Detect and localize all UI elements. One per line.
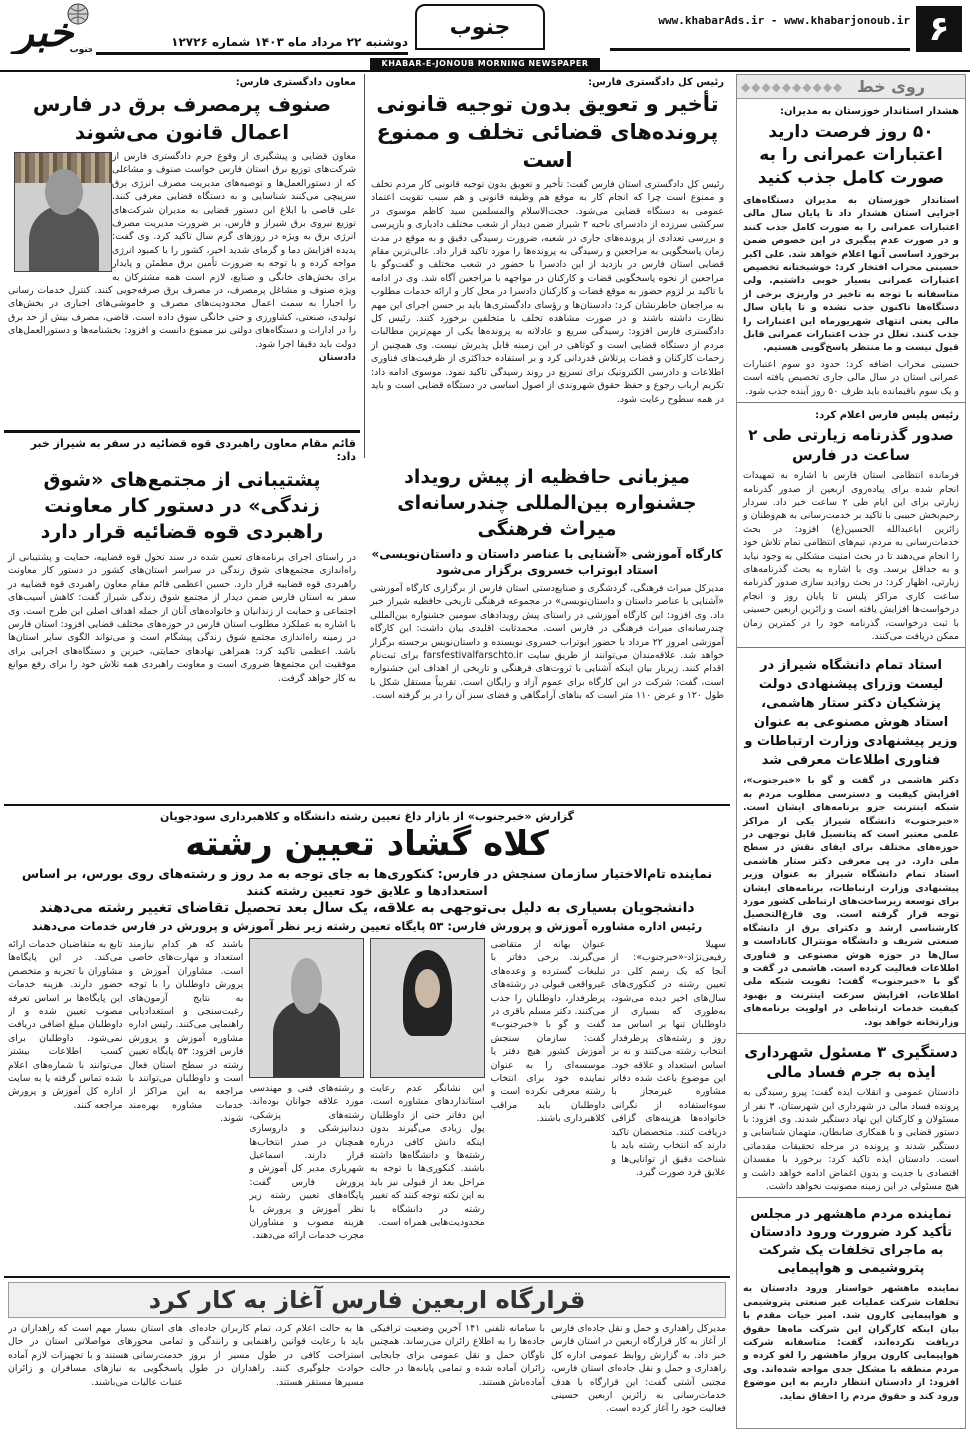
story-kicker: گزارش «خبرجنوب» از بازار داغ تعیین رشته دانشگاه و کلاهبرداری سودجویان bbox=[160, 810, 574, 823]
main-content bbox=[4, 74, 730, 1429]
story-kicker: معاون دادگستری فارس: bbox=[235, 77, 356, 88]
story-columns bbox=[8, 1322, 726, 1426]
woman-portrait bbox=[370, 938, 485, 1078]
story-title: تأخیر و تعویق بدون توجیه قانونی پرونده‌های قضائی تخلف و ممنوع است bbox=[376, 92, 719, 172]
story-title: کلاه گشاد تعیین رشته bbox=[185, 824, 549, 864]
story-electricity bbox=[4, 74, 360, 426]
head-image bbox=[291, 958, 323, 1013]
story-body: سهیلا رفیعی‌نژاد-«خبرجنوب»: از آنجا که یک رسم کلی در تعیین رشته در کنکوری‌های سال‌های اخیر دیده می‌شود، به‌طوری که بسیاری از داوطلبان تنها بر اساس مد روز و رشته‌های پرطرفدار انتخاب رشته می‌کنند و نه بر اساس استعداد و علاقه خود. این موضوع باعث شده دفاتر مشاوره غیرمجاز با سوءاستفاده از نگرانی خانواده‌ها هزینه‌های گزافی دریافت کنند. متخصصان تاکید دارند که انتخاب رشته باید با شناخت دقیق از توانایی‌ها و علایق فرد صورت گیرد. bbox=[611, 939, 726, 1178]
story-subtitle: رئیس اداره مشاوره آموزش و پرورش فارس: ۵۳ پایگاه تعیین رشته زیر نظر آموزش و پرورش در فارس خدمات می‌دهند bbox=[31, 919, 703, 933]
story-kicker: رئیس کل دادگستری فارس: bbox=[588, 77, 724, 88]
site-urls[interactable]: www.khabarAds.ir - www.khabarjonoub.ir bbox=[658, 14, 910, 27]
story-column bbox=[491, 938, 606, 1256]
sidebar-story-3 bbox=[737, 648, 965, 1034]
story-subtitle: دانشجویان بسیاری به دلیل بی‌توجهی به علاقه، یک سال بعد تحصیل تقاضای تغییر رشته می‌دهند bbox=[39, 900, 695, 916]
story-title: دستگیری ۳ مسئول شهرداری ایذه به جرم فساد مالی bbox=[744, 1043, 958, 1082]
sidebar-column bbox=[736, 74, 966, 1429]
person-head-image bbox=[45, 169, 83, 215]
story-subtitle: نماینده تام‌الاختیار سازمان سنجش در فارس: کنکوری‌ها به جای توجه به مد روز و رشته‌های روی بورس، بر اساس استعدادها و علایق خود تعیین رشته کنند bbox=[21, 866, 713, 898]
story-body: حسینی محراب اضافه کرد: حدود دو سوم اعتبارات عمرانی استان در سال مالی جاری تخصیص یافته است و یک سوم باقیمانده باید ظرف ۵۰ روز آینده جذب شود. bbox=[743, 358, 959, 397]
story-body: رئیس کل دادگستری استان فارس گفت: تأخیر و تعویق بدون توجیه قانونی کار مردم تخلف و ممنوع است چرا که انجام کار به موقع هم وظیفه قانونی و هم سبب تقویت اعتماد عمومی به دستگاه قضایی می‌شود. حجت‌الاسلام والمسلمین سید کاظم موسوی در سرکشی سرزده از دادسرای ناحیه ۲ شیراز ضمن دیدار از شعب مختلف دادیاری و بازپرسی و بررسی تعدادی از پرونده‌های جاری در شعبه، ضرورت رسیدگی دقیق و به موقع در مدت زمان پاسخگویی به مراجعین و رسیدگی به پرونده‌ها را مورد تاکید قرار داد. عالی‌ترین مقام قضایی استان فارس در بازدید از این دادسرا با حضور در شعب مختلف و گفت‌وگو با مراجعین از نحوه پاسخگویی قضات و کارکنان در مواجهه با مراجعین آگاه شد. وی در ادامه با تاکید بر لزوم حضور به موقع قضات و کارکنان دادسرا در محل کار و ارائه خدمات مطلوب به مراجعان خاطرنشان کرد: دادستان‌ها و رؤسای دادگستری‌ها باید بر حسن اجرای این مهم نظارت داشته باشند و در صورت مشاهده تخلف با متخلفین برخورد کنند. رئیس کل دادگستری فارس افزود: رسیدگی سریع و عادلانه به پرونده‌ها یکی از مهم‌ترین مطالبات مردم از دستگاه قضایی است و کوتاهی در این زمینه قابل پذیرش نیست. وی همچنین از زحمات کارکنان و قضات پرتلاش قدردانی کرد و بر استفاده حداکثری از ظرفیت‌های فناوری اطلاعات و دادرسی الکترونیک برای تسریع در روند رسیدگی تاکید نمود. موسوی ادامه داد: تکریم ارباب رجوع و حفظ حقوق شهروندی از اصول اساسی در دستگاه قضایی است و باید در همه سطوح رعایت شود. bbox=[371, 179, 724, 405]
logo-globe-icon bbox=[4, 2, 92, 54]
story-body: ها به حالت اعلام کرد، تمام کاربران جاده‌ای باید با رعایت قوانین راهنمایی و رانندگی و استراحت کافی در طول مسیر از بروز حوادث جلوگیری کنند. راهداران در طول مسیرها مستقر هستند. bbox=[189, 1323, 364, 1388]
story-title: ۵۰ روز فرصت دارید اعتبارات عمرانی را به صورت کامل جذب کنید bbox=[757, 122, 945, 188]
story-column bbox=[249, 938, 364, 1256]
sidebar-story-2 bbox=[737, 403, 965, 648]
photo-caption: دادستان bbox=[318, 352, 356, 364]
story-body: مدیرکل راهداری و حمل و نقل جاده‌ای فارس از آغاز به کار قرارگاه اربعین در استان فارس خبر داد. به گزارش روابط عمومی اداره کل راهداری و حمل و نقل جاده‌ای استان فارس، مجتبی آشتی گفت: این قرارگاه با هدف خدمات‌رسانی به زائرین اربعین حسینی فعالیت خود را آغاز کرده است. bbox=[551, 1323, 726, 1415]
masthead bbox=[0, 0, 970, 72]
story-arbaeen bbox=[4, 1276, 730, 1429]
story-title: نماینده مردم ماهشهر در مجلس تأکید کرد ضرورت ورود دادستان به ماجرای تخلفات یک شرکت پتروشیمی و هواپیمایی bbox=[749, 1207, 953, 1277]
sidebar-story-1 bbox=[737, 99, 965, 403]
issue-date: دوشنبه ۲۲ مرداد ماه ۱۴۰۳ شماره ۱۲۷۲۶ bbox=[171, 35, 408, 49]
story-hafezieh-festival bbox=[364, 462, 730, 800]
sidebar-story-5 bbox=[737, 1198, 965, 1407]
page-number: ۶ bbox=[916, 6, 962, 52]
story-body: و رشته‌های فنی و مهندسی مورد علاقه جوانان بوده‌اند. رشته‌های پزشکی، دندانپزشکی و داروسازی همچنان در صدر انتخاب‌ها قرار دارند. اسماعیل شهریاری مدیر کل آموزش و پرورش فارس گفت: پایگاه‌های تعیین رشته زیر نظر آموزش و پرورش با هزینه مصوب و مشاوران مجرب خدمات ارائه می‌دهند. bbox=[249, 1083, 364, 1242]
decorative-diamonds-icon: ◆◆◆◆◆◆◆◆◆◆ bbox=[741, 80, 844, 94]
story-body: این نشانگر عدم رعایت استانداردهای مشاوره است. این دفاتر حتی از داوطلبان پول زیادی می‌گیرند بدون اینکه دانش کافی درباره رشته‌ها و دانشگاه‌ها داشته باشند. کنکوری‌ها با توجه به مراحل بعد از قبولی نیز باید به این نکته توجه کنند که تغییر رشته در دانشگاه با محدودیت‌هایی همراه است. bbox=[369, 1083, 485, 1229]
story-body: در راستای اجرای برنامه‌های تعیین شده در سند تحول قوه قضاییه، حمایت و پشتیبانی از راه‌اندازی مجتمع‌های شوق زندگی در سراسر استان‌های کشور در دستور کار معاونت راهبردی قوه قضاییه قرار دارد. حسین اعظمی قائم مقام معاون راهبردی قوه قضاییه در سفر به استان فارس ضمن دیدار از مجتمع شوق زندگی شیراز گفت: کاهش آسیب‌های اجتماعی و حمایت از زندانیان و خانواده‌های آنان از جمله اهداف اصلی این طرح است. وی با اشاره به عملکرد مطلوب استان فارس در حوزه‌های مختلف قضایی افزود: استان فارس در زمینه راه‌اندازی مجتمع شوق زندگی پیشگام است و می‌تواند الگوی سایر استان‌ها باشد. اعظمی تاکید کرد: همراهی نهادهای حمایتی، خیرین و دستگاه‌های اجرایی برای موفقیت این مجتمع‌ها ضروری است و معاونت راهبردی همه تلاش خود را برای رفع موانع به کار خواهد گرفت. bbox=[8, 552, 356, 684]
story-kicker: هشدار استاندار خوزستان به مدیران: bbox=[780, 106, 959, 117]
story-body: با سامانه تلفنی ۱۴۱ آخرین وضعیت ترافیکی جاده‌ها را به اطلاع زائران می‌رساند. همچنین ناوگان حمل و نقل عمومی برای جابجایی زائران آماده شده و تمامی پایانه‌ها در حالت آماده‌باش هستند. bbox=[370, 1323, 545, 1388]
story-column bbox=[129, 938, 244, 1256]
story-kicker: رئیس پلیس فارس اعلام کرد: bbox=[815, 410, 959, 422]
story-body: باشند که هر کدام نیازمند استعداد و مهارت‌های خاصی است. مشاوران آموزش و پرورش داوطلبان را با توجه به نتایج آزمون‌های رغبت‌سنجی و استعدادیابی راهنمایی می‌کنند. رئیس اداره مشاوره آموزش و پرورش فارس افزود: ۵۳ پایگاه تعیین رشته در سطح استان فعال است و داوطلبان می‌توانند با مراجعه به این مراکز از خدمات مشاوره بهره‌مند شوند. bbox=[128, 939, 244, 1125]
story-body: عنوان بهانه از متقاضی می‌گیرند. برخی دفاتر با تبلیغات گسترده و وعده‌های غیرواقعی قبولی در رشته‌های پرطرفدار، داوطلبان را جذب می‌کنند. دکتر مسلم باقری در گفت و گو با «خبرجنوب» گفت: سازمان سنجش آموزش کشور هیچ دفتر یا موسسه‌ای را به عنوان نماینده خود برای انتخاب رشته معرفی نکرده است و داوطلبان باید مراقب کلاهبرداری باشند. bbox=[490, 939, 606, 1125]
face-image bbox=[415, 969, 440, 1008]
story-body: دادستان عمومی و انقلاب ایذه گفت: پیرو رسیدگی به پرونده فساد مالی در شهرداری این شهرستان، ۳ نفر از مسئولان و کارکنان این نهاد دستگیر شدند. وی افزود: با دستور قضایی و با همکاری ضابطان، متهمان شناسایی و دستگیر شدند و پرونده در مرحله تحقیقات مقدماتی است. دادستان ایذه تاکید کرد: برخورد با مفسدان اقتصادی با جدیت و بدون اغماض ادامه خواهد داشت و هیچ مسئولی در این زمینه مصونیت نخواهد داشت. bbox=[743, 1087, 959, 1192]
logo-text: خبر bbox=[14, 9, 74, 54]
story-body: نماینده ماهشهر خواستار ورود دادستان به تخلفات شرکت عملیات غیر صنعتی پتروشیمی و هواپیمایی کارون شد. امیر حیات مقدم با بیان اینکه کارگران این شرکت ماه‌ها حقوق دریافت نکرده‌اند، گفت: متاسفانه شرکت هواپیمایی کارون پرواز ماهشهر را لغو کرده و مردم منطقه با مشکل جدی مواجه شده‌اند. وی افزود: از دادستان انتظار داریم به این موضوع ورود کند و حقوق مردم را احقاق نماید. bbox=[743, 1283, 959, 1402]
story-title: قرارگاه اربعین فارس آغاز به کار کرد bbox=[8, 1282, 726, 1318]
story-column bbox=[189, 1322, 364, 1426]
story-column bbox=[8, 938, 123, 1256]
story-shoq-zendegi bbox=[4, 430, 360, 800]
story-title: صدور گذرنامه زیارتی طی ۲ ساعت در فارس bbox=[748, 426, 954, 465]
story-title: استاد تمام دانشگاه شیراز در لیست وزرای پیشنهادی دولت پزشکیان دکتر ستار هاشمی، استاد هوش مصنوعی به عنوان وزیر پیشنهادی وزارت ارتباطات و فناوری اطلاعات معرفی شد bbox=[744, 658, 958, 769]
story-major-selection bbox=[4, 804, 730, 1272]
story-column bbox=[8, 1322, 183, 1426]
story-column bbox=[551, 1322, 726, 1426]
story-judiciary-delay bbox=[364, 74, 730, 458]
man-portrait bbox=[249, 938, 364, 1078]
english-name: KHABAR-E-JONOUB MORNING NEWSPAPER bbox=[370, 58, 600, 70]
newspaper-logo bbox=[4, 2, 92, 54]
story-body: مدیرکل میراث فرهنگی، گردشگری و صنایع‌دستی استان فارس از برگزاری کارگاه آموزشی «آشنایی با عناصر داستان و داستان‌نویسی» در مجموعه فرهنگی تاریخی حافظیه شیراز خبر داد. وی افزود: این کارگاه آموزشی در راستای پیش رویدادهای سومین جشنواره بین‌المللی چندرسانه‌ای میراث فرهنگی در فارس است. محمدثابت اقلیدی بیان داشت: این کارگاه آموزشی امروز ۲۲ مرداد با حضور ابوتراب خسروی نویسنده و داستان‌نویس برجسته برگزار خواهد شد. علاقه‌مندان می‌توانند از طریق سایت farsfestivalfarschto.ir برای ثبت‌نام اقدام کنند. زیربار بیان اینکه آشنایی با ثروت‌های فرهنگی و تاریخی از اهداف این جشنواره است، گفت: شرکت در این کارگاه برای عموم آزاد و رایگان است. تقریباً مستقل شکل با طول ۱۲۰ و عرض ۱۱۰ متر است که بناهای آرامگاهی و فضای سبز آن را در بر گرفته است. bbox=[370, 583, 725, 702]
story-kicker: قائم مقام معاون راهبردی قوه قضائیه در سفر به شیراز خبر داد: bbox=[30, 437, 356, 463]
story-subtitle: کارگاه آموزشی «آشنایی با عناصر داستان و داستان‌نویسی» استاد ابوتراب خسروی برگزار می‌شود bbox=[371, 547, 723, 577]
sidebar-header-title: روی خط bbox=[856, 77, 925, 96]
story-body: معاون قضایی و پیشگیری از وقوع جرم دادگستری فارس از شرکت‌های توزیع برق استان فارس خواست صنوف و مشاغلی که از دستورالعمل‌ها و توصیه‌های مدیریت مصرف انرژی برق سرپیچی می‌کنند شناسایی و به دستگاه قضایی معرفی کنند. علی قاصی با ابلاغ این دستور قضایی به مدیران شرکت‌های توزیع نیروی برق شیراز و فارس، بر ضرورت مدیریت مصرف انرژی برق به ویژه در روزهای گرم سال تاکید کرد. وی گفت: پدیده افزایش دما و گرمای شدید اخیر، کشور را با کمبود انرژی مواجه کرده و با توجه به ضرورت تأمین برق مطمئن و پایدار برای بخش‌های خانگی و صنایع، لازم است همه مشترکان به ویژه صنوف و مشاغل پرمصرف، در مصرف برق صرفه‌جویی کنند. کنترل خدمات رسانی را اجبارا به سمت اعمال محدودیت‌های مصرف و خاموشی‌های اجباری در بخش‌های تولیدی، صنعتی، کشاورزی و حتی خانگی سوق داده است. قاضی، مصرف بیش از حد برق را در ادارات و دستگاه‌های دولتی نیز ممنوع دانست و افزود: بخشنامه‌ها و دستورالعمل‌های دولت باید دقیقا اجرا شود. bbox=[8, 151, 356, 350]
story-title: صنوف پرمصرف برق در فارس اعمال قانون می‌شوند bbox=[32, 92, 332, 144]
story-columns bbox=[8, 938, 726, 1256]
story-body: فرمانده انتظامی استان فارس با اشاره به تمهیدات انجام شده برای پیاده‌روی اربعین از صدور گذرنامه زیارتی برای این ایام طی ۲ ساعت خبر داد. سردار رحیم‌بخش حبیبی با تاکید بر خدمت‌رسانی به هم‌وطنان و زائرین اباعبدالله الحسین(ع) افزود: در بحث خدمات‌رسانی به مردم، تیم‌های انتظامی تمام تلاش خود را انجام می‌دهند تا در بحث امنیت مشکلی به وجود نیاید و به حداقل برسد. وی با اشاره به بحث گذرنامه‌های زیارتی، اظهار کرد: در بحث روادید سازی صدور گذرنامه ساعت کاری مراکز پلیس تا پایان روز و انجام درخواست‌ها افزایش یافته است و زائرین اربعین حسینی با ثبت درخواست، گذرنامه خود را در کمترین زمان ممکن دریافت می‌کنند. bbox=[743, 470, 959, 642]
story-column bbox=[611, 938, 726, 1256]
story-title: پشتیبانی از مجتمع‌های «شوق زندگی» در دستور کار معاونت راهبردی قوه قضائیه قرار دارد bbox=[40, 469, 324, 543]
story-body: تابع به متقاضیان خدمات ارائه می‌کند. در این پایگاه‌ها مشاوران با تجربه و متخصص حضور دارند. هزینه خدمات این پایگاه‌ها بر اساس تعرفه مصوب تعیین شده و از داوطلبان مبلغ اضافی دریافت نمی‌شود. داوطلبان برای کسب اطلاعات بیشتر می‌توانند با شماره‌های اعلام شده تماس گرفته یا به سایت اداره کل آموزش و پرورش مراجعه کنند. bbox=[7, 939, 123, 1111]
story-body: های استان بسیار مهم است که راهداران در تمامی محورهای مواصلاتی استان در حال خدمت‌رسانی هستند و با تجهیزات لازم آماده پاسخگویی به نیازهای مسافران و زائران عتبات عالیات می‌باشند. bbox=[8, 1323, 183, 1388]
masthead-rule bbox=[610, 48, 910, 51]
story-title: میزبانی حافظیه از پیش رویداد جشنواره بین‌المللی چندرسانه‌ای میراث فرهنگی bbox=[397, 466, 697, 540]
masthead-rule bbox=[96, 52, 408, 55]
story-column bbox=[370, 938, 485, 1256]
story-body: دکتر هاشمی در گفت و گو با «خبرجنوب»، افزایش کیفیت و دسترسی مطلوب مردم به شبکه اینترنت جزو برنامه‌های ایشان است. «خبرجنوب» دانشگاه شیراز یکی از مراکز علمی معتبر است که پتانسیل قابل توجهی در حوزه‌های مختلف برای ایفای نقش در سطح ملی دارد. در پی معرفی دکتر ستار هاشمی استاد تمام دانشگاه شیراز به عنوان وزیر پیشنهادی وزارت ارتباطات، برنامه‌های ایشان برای توسعه زیرساخت‌های ارتباطی کشور مورد توجه قرار گرفته است. وی فارغ‌التحصیل کارشناسی ارشد و دکترای برق از دانشگاه صنعتی شریف و دانشگاه مونترال کاناداست و سال‌ها در حوزه هوش مصنوعی و فناوری اطلاعات فعالیت کرده است. هاشمی در گفت و گو با «خبرجنوب» گفت: تقویت شبکه ملی اطلاعات، افزایش سرعت اینترنت و بهبود کیفیت خدمات ارتباطی در اولویت برنامه‌های وزارتخانه خواهد بود. bbox=[743, 775, 959, 1028]
section-title: جنوب bbox=[415, 4, 545, 50]
sidebar-header bbox=[737, 75, 965, 99]
logo-sub: جنوب bbox=[69, 45, 92, 54]
sidebar-story-4 bbox=[737, 1034, 965, 1198]
official-photo bbox=[14, 152, 112, 272]
story-column bbox=[370, 1322, 545, 1426]
story-body: استاندار خوزستان به مدیران دستگاه‌های اجرایی استان هشدار داد تا پایان سال مالی اعتبارات عمرانی را به صورت کامل جذب کنند و در صورت عدم پیگیری در این خصوص ضمن برخورد اساسی آنها اعلام خواهد شد. علی اکبر حسینی محراب افتخار کرد: خوشبختانه تخصیص اعتبارات عمرانی بسیار خوبی داشتیم. ولی متاسفانه با توجه به تاخیر در واریزی برخی از دستگاه‌ها تاکنون جذب نشده و تا پایان سال مالی یعنی انتهای شهریورماه این اعتبارات را جذب کنند. تعلل در جذب اعتبارات عمرانی قابل قبول نیست و ما منتظر پاسخ‌گویی هستیم. bbox=[743, 195, 959, 354]
